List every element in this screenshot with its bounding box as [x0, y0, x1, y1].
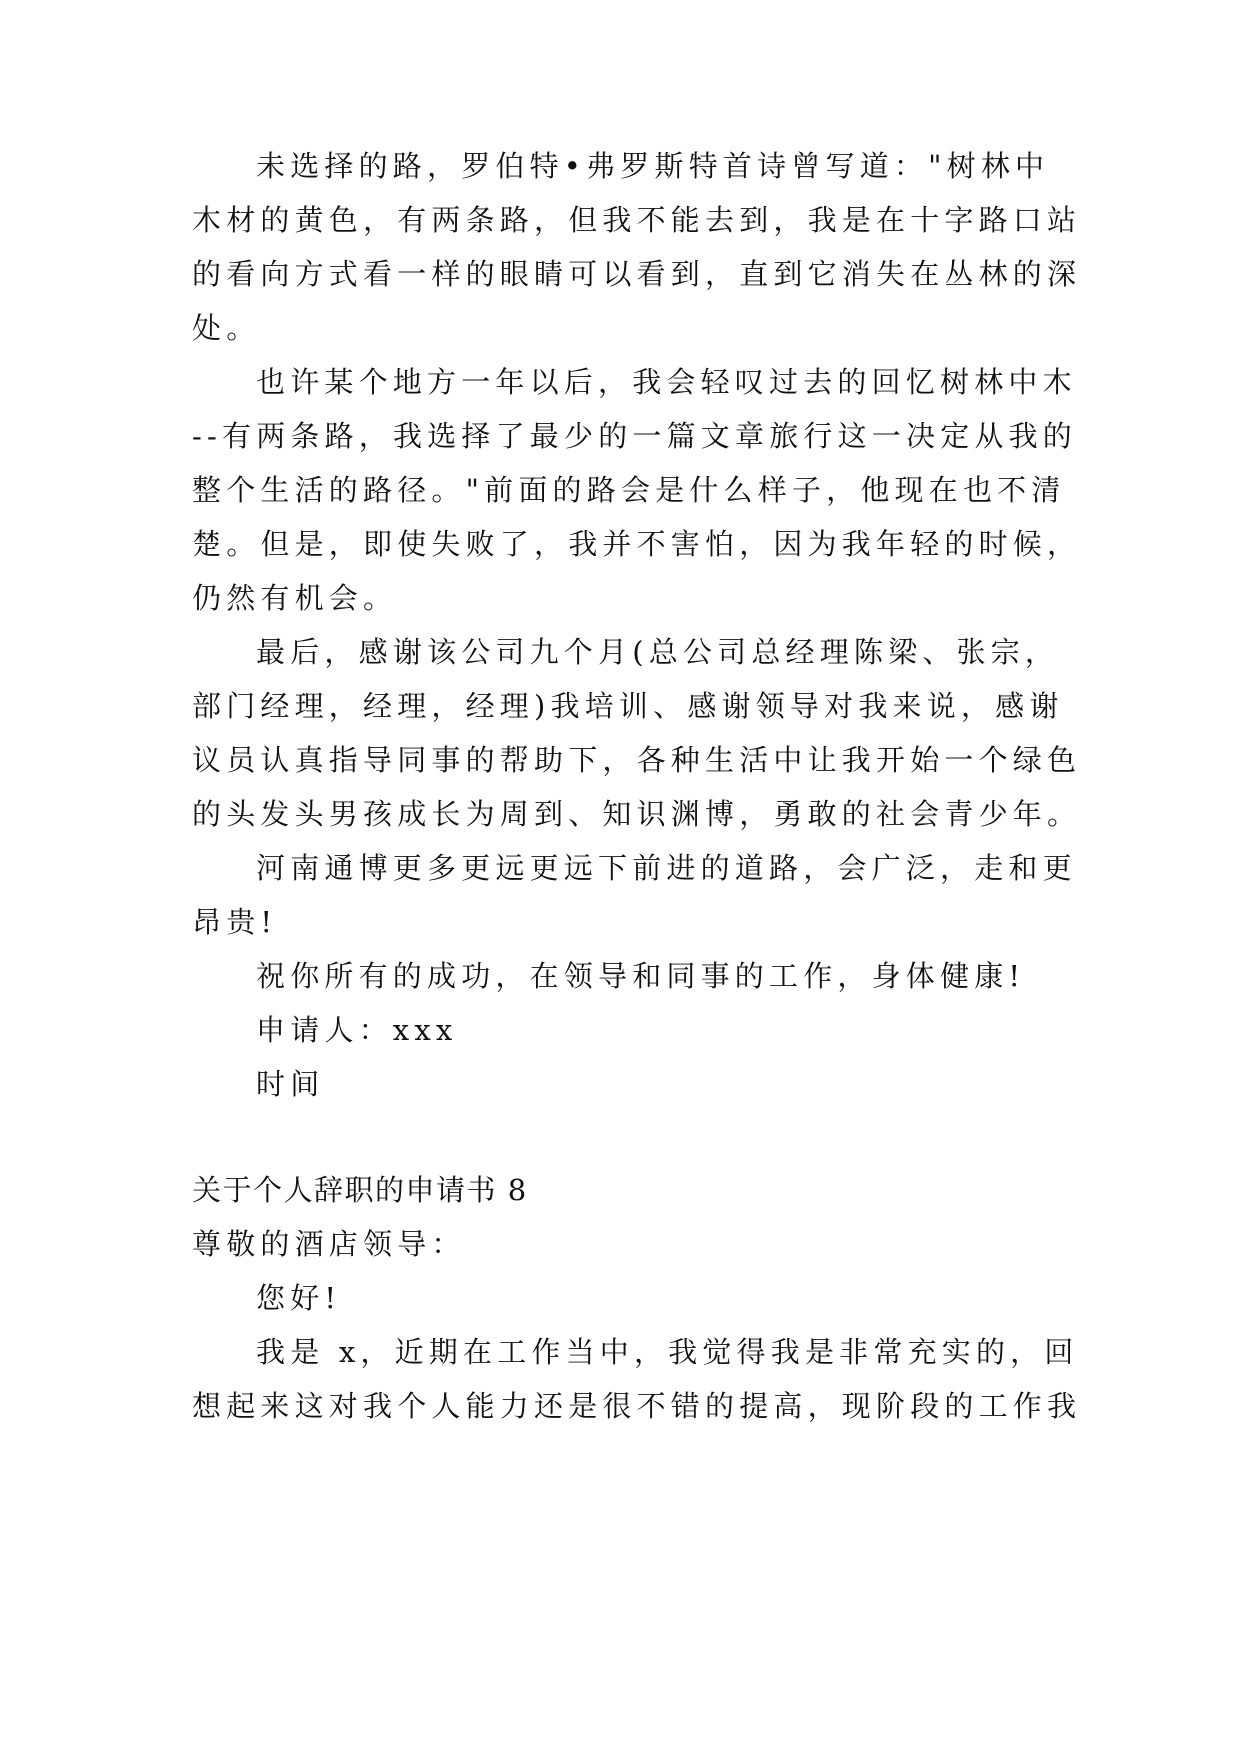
paragraph-line: 整个生活的路径。"前面的路会是什么样子，他现在也不清	[192, 473, 1066, 507]
paragraph-line: 的看向方式看一样的眼睛可以看到，直到它消失在丛林的深	[192, 257, 1082, 291]
paragraph-line: 想起来这对我个人能力还是很不错的提高，现阶段的工作我	[192, 1389, 1082, 1423]
paragraph-line: 处。	[192, 311, 261, 345]
paragraph-line: 河南通博更多更远更远下前进的道路，会广泛，走和更	[256, 851, 1077, 885]
paragraph-line: 最后，感谢该公司九个月(总公司总经理陈梁、张宗，	[256, 635, 1060, 669]
salutation: 尊敬的酒店领导：	[192, 1227, 466, 1261]
applicant-line: 申请人：xxx	[256, 1013, 458, 1047]
paragraph-line: 的头发头男孩成长为周到、知识渊博，勇敢的社会青少年。	[192, 797, 1082, 831]
paragraph-line: 楚。但是，即使失败了，我并不害怕，因为我年轻的时候，	[192, 527, 1082, 561]
time-line: 时间	[256, 1067, 325, 1101]
paragraph-line: 部门经理，经理，经理)我培训、感谢领导对我来说，感谢	[192, 689, 1064, 723]
paragraph-line: 议员认真指导同事的帮助下，各种生活中让我开始一个绿色	[192, 743, 1082, 777]
paragraph-line: 仍然有机会。	[192, 581, 398, 615]
paragraph-line: 木材的黄色，有两条路，但我不能去到，我是在十字路口站	[192, 203, 1082, 237]
paragraph-line: 也许某个地方一年以后，我会轻叹过去的回忆树林中木	[256, 365, 1077, 399]
paragraph-line: --有两条路，我选择了最少的一篇文章旅行这一决定从我的	[192, 419, 1077, 453]
paragraph-line: 我是 x，近期在工作当中，我觉得我是非常充实的，回	[256, 1335, 1079, 1369]
closing-line: 祝你所有的成功，在领导和同事的工作，身体健康!	[256, 959, 1026, 993]
paragraph-line: 昂贵!	[192, 905, 278, 939]
section-title: 关于个人辞职的申请书 8	[192, 1173, 528, 1207]
greeting: 您好!	[256, 1281, 342, 1315]
paragraph-line: 未选择的路，罗伯特•弗罗斯特首诗曾写道："树林中	[256, 149, 1050, 183]
